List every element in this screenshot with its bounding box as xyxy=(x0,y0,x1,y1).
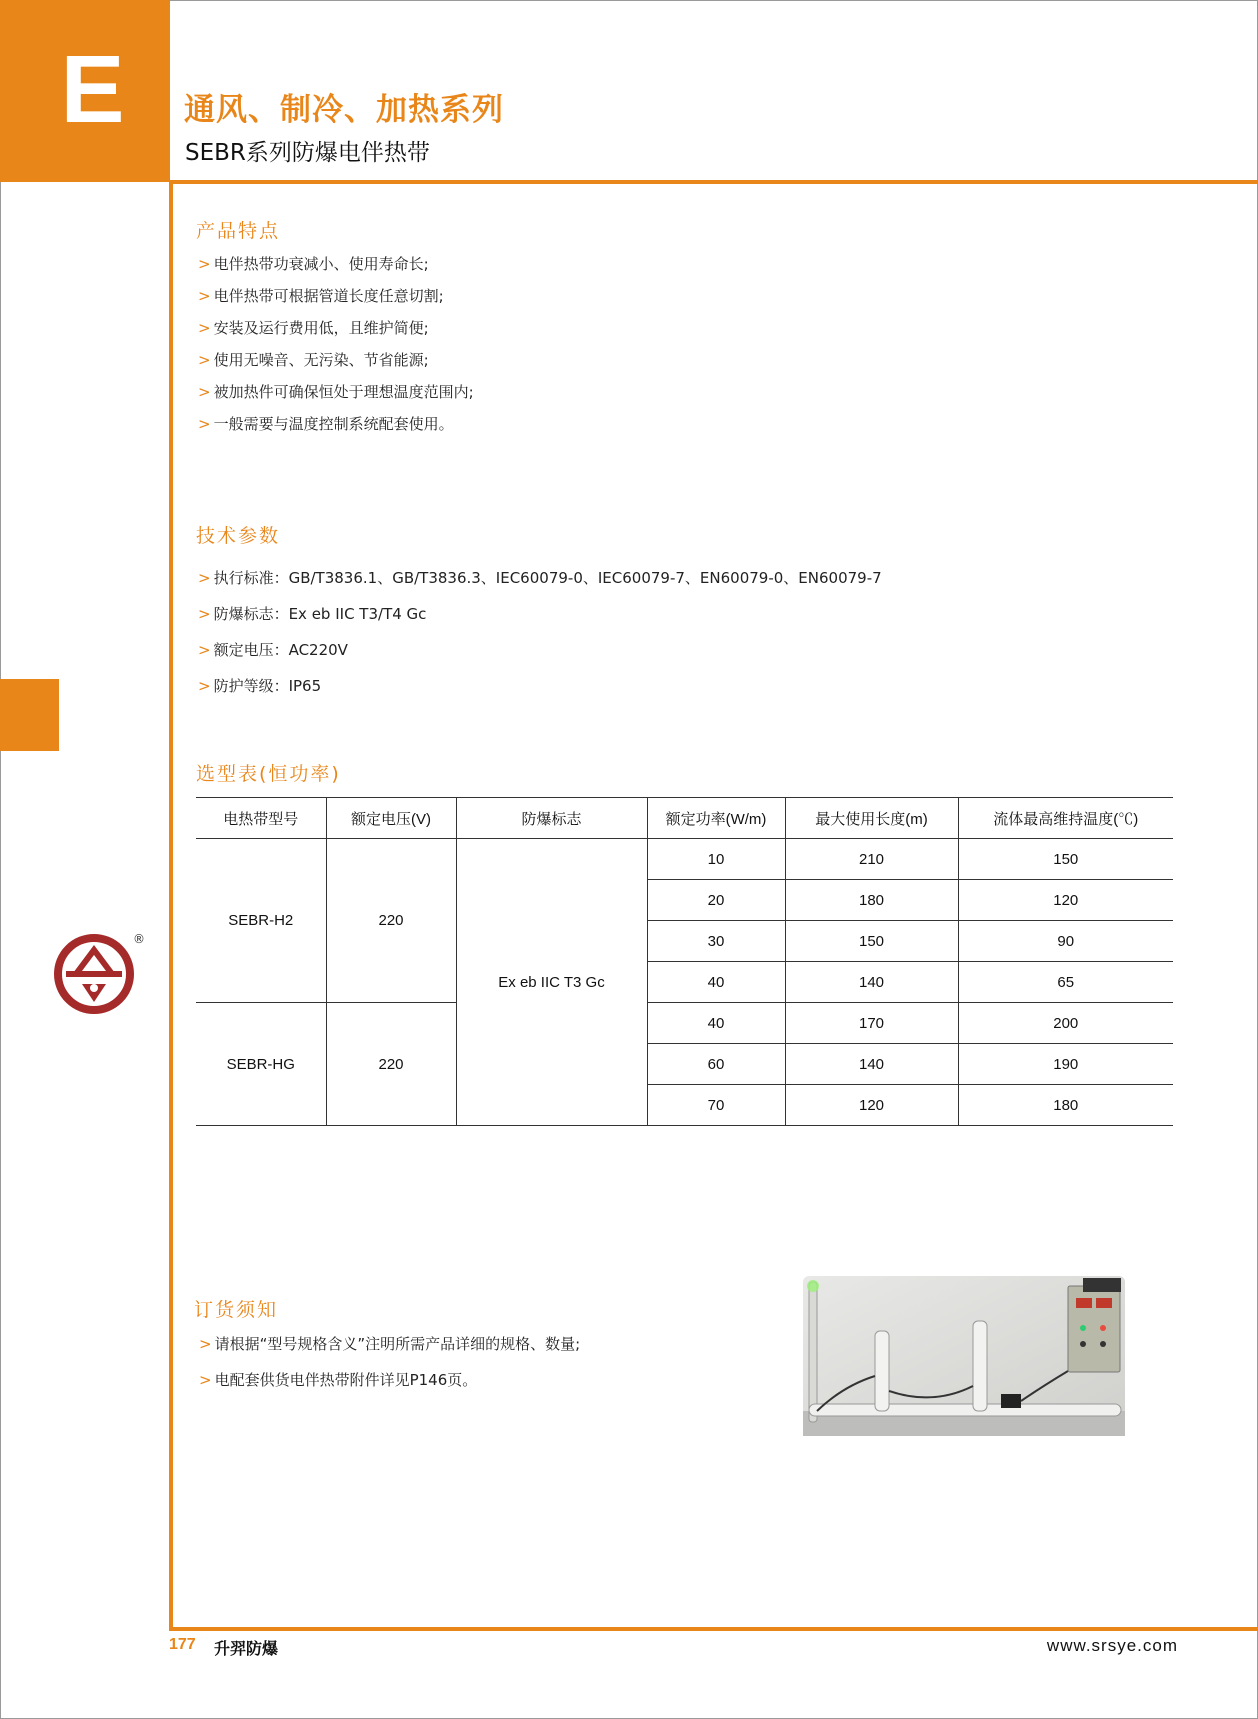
length-cell: 150 xyxy=(785,921,958,962)
list-item: > 安装及运行费用低，且维护简便; xyxy=(198,316,474,348)
company-logo-icon xyxy=(52,932,136,1016)
temp-cell: 180 xyxy=(958,1085,1173,1126)
list-item: > 被加热件可确保恒处于理想温度范围内; xyxy=(198,380,474,412)
chevron-right-icon: > xyxy=(198,351,211,369)
list-item: > 防护等级：IP65 xyxy=(198,674,882,710)
voltage-cell: 220 xyxy=(326,1003,456,1126)
chevron-right-icon: > xyxy=(198,319,211,337)
chevron-right-icon: > xyxy=(198,641,211,659)
product-title: SEBR系列防爆电伴热带 xyxy=(185,140,430,166)
length-cell: 180 xyxy=(785,880,958,921)
power-cell: 30 xyxy=(647,921,785,962)
power-cell: 70 xyxy=(647,1085,785,1126)
list-item: > 请根据“型号规格含义”注明所需产品详细的规格、数量; xyxy=(199,1332,580,1368)
table-header-cell: 额定功率(W/m) xyxy=(647,798,785,839)
length-cell: 170 xyxy=(785,1003,958,1044)
section-letter: E xyxy=(60,36,125,143)
selection-title: 选型表(恒功率) xyxy=(196,763,341,785)
ordering-title: 订货须知 xyxy=(194,1299,279,1321)
temp-cell: 190 xyxy=(958,1044,1173,1085)
table-row xyxy=(196,839,1173,880)
footer-divider xyxy=(169,1627,1258,1631)
chevron-right-icon: > xyxy=(198,569,211,587)
model-cell: SEBR-H2 xyxy=(196,839,326,1003)
chevron-right-icon: > xyxy=(198,415,211,433)
chevron-right-icon: > xyxy=(198,383,211,401)
chevron-right-icon: > xyxy=(198,287,211,305)
list-item: > 电伴热带可根据管道长度任意切割; xyxy=(198,284,474,316)
model-cell: SEBR-HG xyxy=(196,1003,326,1126)
specs-title: 技术参数 xyxy=(196,525,281,547)
registered-mark: ® xyxy=(133,932,145,946)
power-cell: 40 xyxy=(647,962,785,1003)
left-margin-rule xyxy=(169,182,173,1630)
length-cell: 140 xyxy=(785,962,958,1003)
list-item: > 防爆标志：Ex eb IIC T3/T4 Gc xyxy=(198,602,882,638)
table-row xyxy=(196,1003,1173,1044)
explosion-mark-cell: Ex eb IIC T3 Gc xyxy=(456,839,647,1126)
specs-list xyxy=(198,566,882,710)
table-header-cell: 最大使用长度(m) xyxy=(785,798,958,839)
table-header-cell: 额定电压(V) xyxy=(326,798,456,839)
temp-cell: 65 xyxy=(958,962,1173,1003)
chevron-right-icon: > xyxy=(199,1371,212,1389)
voltage-cell: 220 xyxy=(326,839,456,1003)
footer-url[interactable]: www.srsye.com xyxy=(1046,1636,1178,1655)
temp-cell: 150 xyxy=(958,839,1173,880)
chevron-right-icon: > xyxy=(199,1335,212,1353)
ordering-list xyxy=(199,1332,580,1404)
length-cell: 120 xyxy=(785,1085,958,1126)
temp-cell: 200 xyxy=(958,1003,1173,1044)
list-item: > 电伴热带功衰减小、使用寿命长; xyxy=(198,252,474,284)
list-item: > 电配套供货电伴热带附件详见P146页。 xyxy=(199,1368,580,1404)
chevron-right-icon: > xyxy=(198,255,211,273)
footer-brand: 升羿防爆 xyxy=(214,1639,279,1658)
page-number: 177 xyxy=(169,1636,196,1653)
category-title: 通风、制冷、加热系列 xyxy=(184,92,504,128)
chevron-right-icon: > xyxy=(198,605,211,623)
table-header-row xyxy=(196,798,1173,839)
power-cell: 20 xyxy=(647,880,785,921)
list-item: > 额定电压：AC220V xyxy=(198,638,882,674)
power-cell: 40 xyxy=(647,1003,785,1044)
features-title: 产品特点 xyxy=(196,220,281,242)
temp-cell: 120 xyxy=(958,880,1173,921)
table-header-cell: 流体最高维持温度(℃) xyxy=(958,798,1173,839)
header-divider xyxy=(170,180,1258,184)
table-header-cell: 电热带型号 xyxy=(196,798,326,839)
list-item: > 使用无噪音、无污染、节省能源; xyxy=(198,348,474,380)
table-header-cell: 防爆标志 xyxy=(456,798,647,839)
power-cell: 60 xyxy=(647,1044,785,1085)
length-cell: 140 xyxy=(785,1044,958,1085)
chevron-right-icon: > xyxy=(198,677,211,695)
selection-table xyxy=(196,797,1173,1126)
list-item: > 执行标准：GB/T3836.1、GB/T3836.3、IEC60079-0、IEC60079-7、EN60079-0、EN60079-7 xyxy=(198,566,882,602)
product-photo xyxy=(803,1276,1125,1436)
features-list xyxy=(198,252,474,444)
side-tab-marker xyxy=(0,679,59,751)
length-cell: 210 xyxy=(785,839,958,880)
temp-cell: 90 xyxy=(958,921,1173,962)
list-item: > 一般需要与温度控制系统配套使用。 xyxy=(198,412,474,444)
power-cell: 10 xyxy=(647,839,785,880)
